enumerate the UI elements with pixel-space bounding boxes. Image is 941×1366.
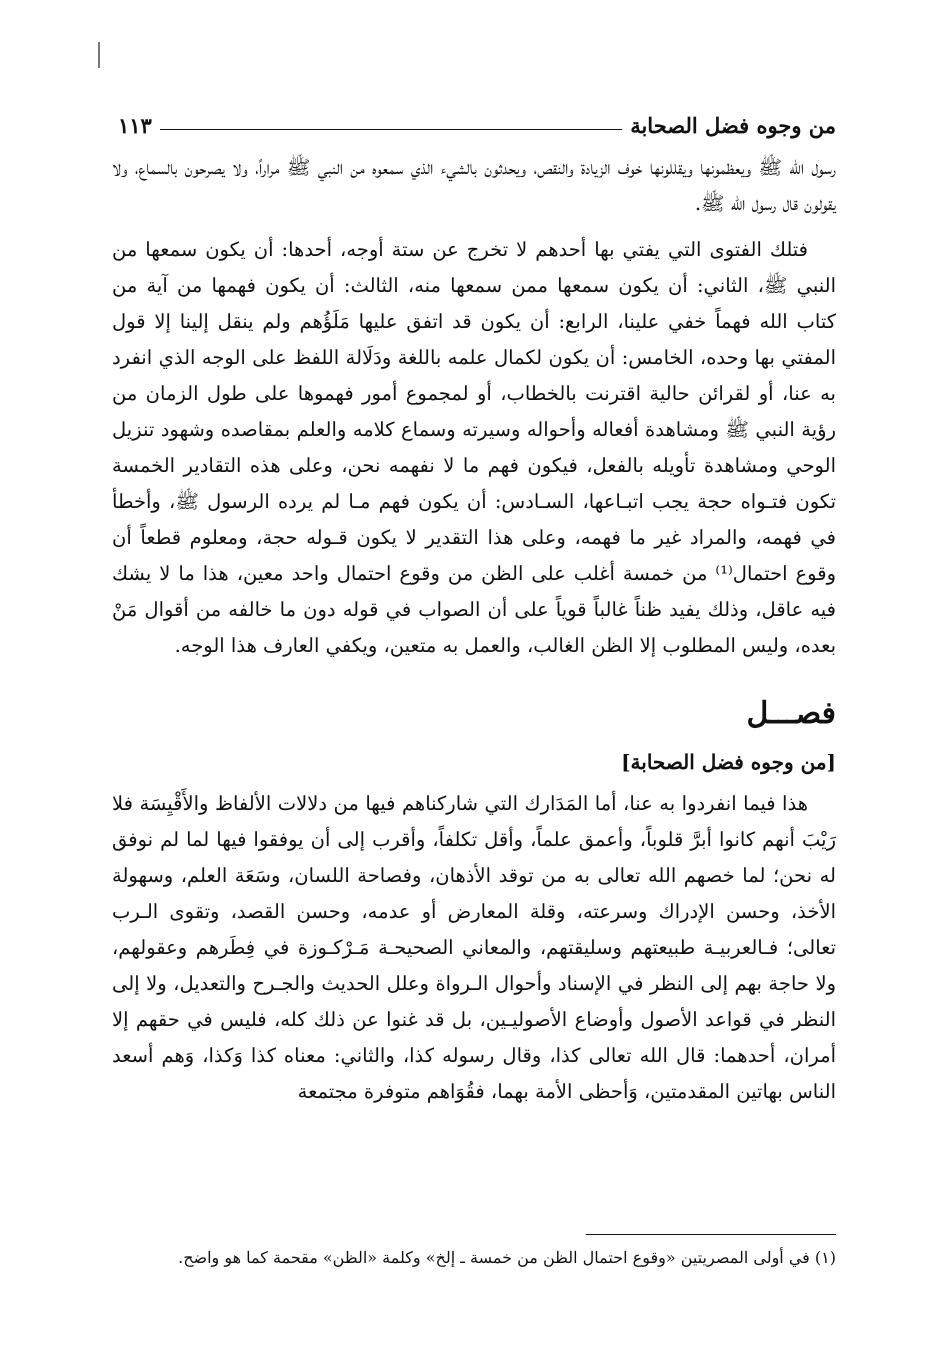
page-number: ١١٣ (118, 113, 152, 138)
running-header (118, 104, 836, 138)
scan-mark (98, 42, 100, 68)
paragraph-six-aspects: فتلك الفتوى التي يفتي بها أحدهم لا تخرج عن ستة أوجه، أحدها: أن يكون سمعها من النبي ﷺ، الثاني: أن يكون سمعها ممن سمعها منه، الثالث: أن يكون فهمها من آية من كتاب الله فهماً خفي علينا، الرابع: أن يكون قد اتفق عليها مَلَؤُهم ولم ينقل إلينا إلا قول المفتي بها وحده، الخامس: أن يكون لكمال علمه باللغة ودَلَالة اللفظ على الوجه الذي انفرد به عنا، أو لقرائن حالية اقترنت بالخطاب، أو لمجموع أمور فهموها على طول الزمان من رؤية النبي ﷺ ومشاهدة أفعاله وأحواله وسيرته وسماع كلامه والعلم بمقاصده وشهود تنزيل الوحي ومشاهدة تأويله بالفعل، فيكون فهم ما لا نفهمه نحن، وعلى هذه التقادير الخمسة تكون فتـواه حجة يجب اتبـاعها، السـادس: أن يكون فهم مـا لم يرده الرسول ﷺ، وأخطأ في فهمه، والمراد غير ما فهمه، وعلى هذا التقدير لا يكون قـوله حجة، ومعلوم قطعاً أن وقوع احتمال⁽¹⁾ من خمسة أغلب على الظن من وقوع احتمال واحد معين، هذا ما لا يشك فيه عاقل، وذلك يفيد ظناً غالباً قوياً على أن الصواب في قوله دون ما خالفه من أقوال مَنْ بعده، وليس المطلوب إلا الظن الغالب، والعمل به متعين، ويكفي العارف هذا الوجه. (112, 238, 836, 657)
section-paragraph: هذا فيما انفردوا به عنا، أما المَدَارك التي شاركناهم فيها من دلالات الألفاظ والأَقْيِسَة فلا رَيْبَ أنهم كانوا أبرَّ قلوباً، وأعمق علماً، وأقل تكلفاً، وأقرب إلى أن يوفقوا فيها لما لم نوفق له نحن؛ لما خصهم الله تعالى به من توقد الأذهان، وفصاحة اللسان، وسَعَة العلم، وسهولة الأخذ، وحسن الإدراك وسرعته، وقلة المعارض أو عدمه، وحسن القصد، وتقوى الـرب تعالى؛ فـالعربيـة طبيعتهم وسليقتهم، والمعاني الصحيحـة مَـرْكـوزة في فِطَرهم وعقولهم، ولا حاجة بهم إلى النظر في الإسناد وأحوال الـرواة وعلل الحديث والجـرح والتعديل، ولا إلى النظر في قواعد الأصول وأوضاع الأصوليـين، بل قد غنوا عن ذلك كله، فليس في حقهم إلا أمران، أحدهما: قال الله تعالى كذا، وقال رسوله كذا، والثاني: معناه كذا وَكذا، وَهم أسعد الناس بهاتين المقدمتين، وَأحظى الأمة بهما، فقُوَاهم متوفرة مجتمعة (112, 792, 836, 1103)
paragraph-continued: رسول الله ﷺ ويعظمونها ويقللونها خوف الزيادة والنقص، ويحدثون بالشيء الذي سمعوه من النبي ﷺ مراراً، ولا يصرحون بالسماع، ولا يقولون قال رسول الله ﷺ. (112, 156, 836, 215)
footnote: (١) في أولى المصريتين «وقوع احتمال الظن من خمسة ـ إلخ» وكلمة «الظن» مقحمة كما هو واضح. (178, 1248, 836, 1267)
page-body (112, 150, 836, 1120)
section-subtitle: [من وجوه فضل الصحابة] (621, 750, 836, 774)
header-rule (160, 129, 622, 130)
running-title: من وجوه فضل الصحابة (630, 113, 836, 138)
footnote-rule (586, 1234, 836, 1235)
section-title: فصـــل (746, 696, 836, 731)
